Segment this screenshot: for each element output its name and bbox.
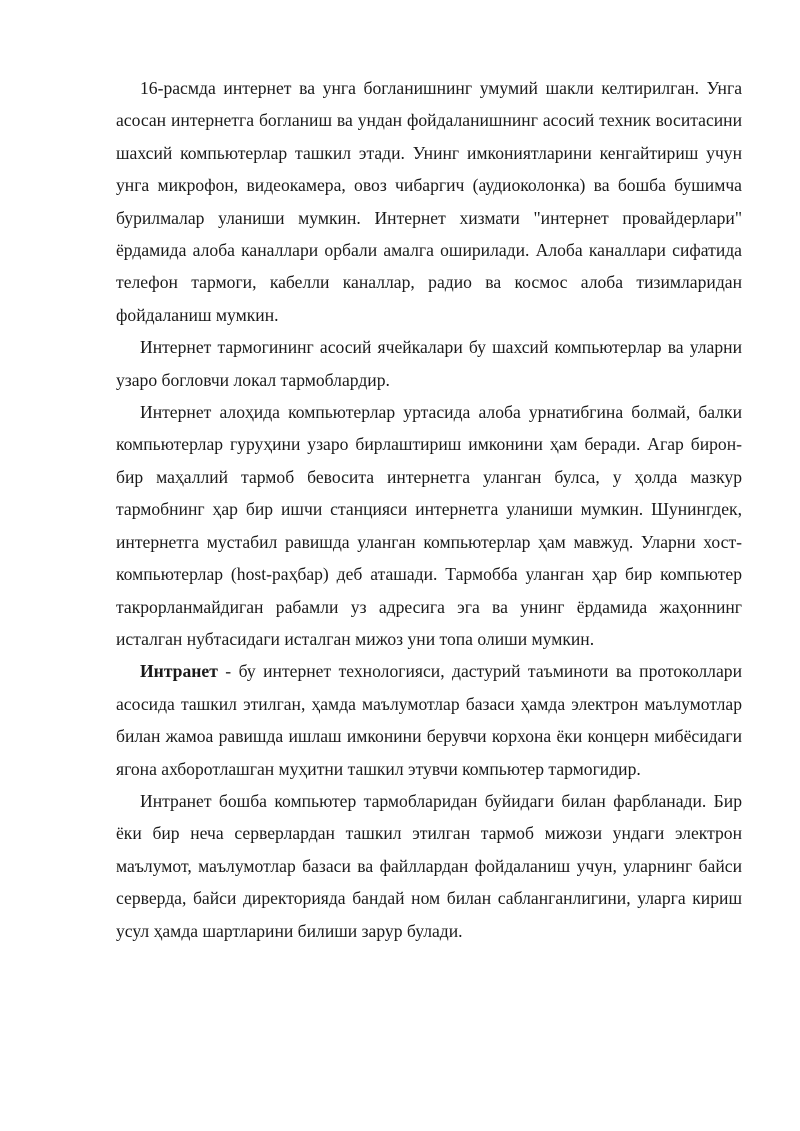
intranet-term: Интранет <box>140 661 218 682</box>
paragraph-text: - бу интернет технологияси, дастурий таъминоти ва протоколлари асосида ташкил этилган, ҳамда маълумотлар базаси ҳамда электрон маълумотлар билан жамоа равишда ишлаш имконини берувчи корхона ёки концерн мибёсидаги ягона ахборотлашган муҳитни ташкил этувчи компьютер тармогидир. <box>116 661 742 779</box>
paragraph-text: Интранет бошба компьютер тармобларидан буйидаги билан фарбланади. Бир ёки бир неча серверлардан ташкил этилган тармоб мижози ундаги электрон маълумот, маълумотлар базаси ва файллардан фойдаланиш учун, уларнинг байси серверда, байси директорияда бандай ном билан сабланганлигини, уларга кириш усул ҳамда шартларини билиши зарур булади. <box>116 790 742 941</box>
paragraph-internet-connection <box>116 72 742 331</box>
paragraph-intranet-difference <box>116 785 742 947</box>
paragraph-text: Интернет тармогининг асосий ячейкалари бу шахсий компьютерлар ва уларни узаро богловчи локал тармоблардир. <box>116 337 742 390</box>
paragraph-text: Интернет алоҳида компьютерлар уртасида алоба урнатибгина болмай, балки компьютерлар гуруҳини узаро бирлаштириш имконини ҳам беради. Агар бирон-бир маҳаллий тармоб бевосита интернетга уланган булса, у ҳолда мазкур тармобнинг ҳар бир ишчи станцияси интернетга уланиши мумкин. Шунингдек, интернетга мустабил равишда уланган компьютерлар ҳам мавжуд. Уларни хост-компьютерлар (host-раҳбар) деб аташади. Тармобба уланган ҳар бир компьютер такрорланмайдиган рабамли уз адресига эга ва унинг ёрдамида жаҳоннинг исталган нубтасидаги исталган мижоз уни топа олиши мумкин. <box>116 402 742 649</box>
document-page <box>116 72 742 947</box>
paragraph-host-computers <box>116 396 742 655</box>
paragraph-internet-cells <box>116 331 742 396</box>
paragraph-intranet-definition <box>116 655 742 785</box>
paragraph-text: 16-расмда интернет ва унга богланишнинг умумий шакли келтирилган. Унга асосан интернетга богланиш ва ундан фойдаланишнинг асосий техник воситасини шахсий компьютерлар ташкил этади. Унинг имкониятларини кенгайтириш учун унга микрофон, видеокамера, овоз чибаргич (аудиоколонка) ва бошба бушимча бурилмалар уланиши мумкин. Интернет хизмати "интернет провайдерлари" ёрдамида алоба каналлари орбали амалга оширилади. Алоба каналлари сифатида телефон тармоги, кабелли каналлар, радио ва космос алоба тизимларидан фойдаланиш мумкин. <box>116 78 742 325</box>
